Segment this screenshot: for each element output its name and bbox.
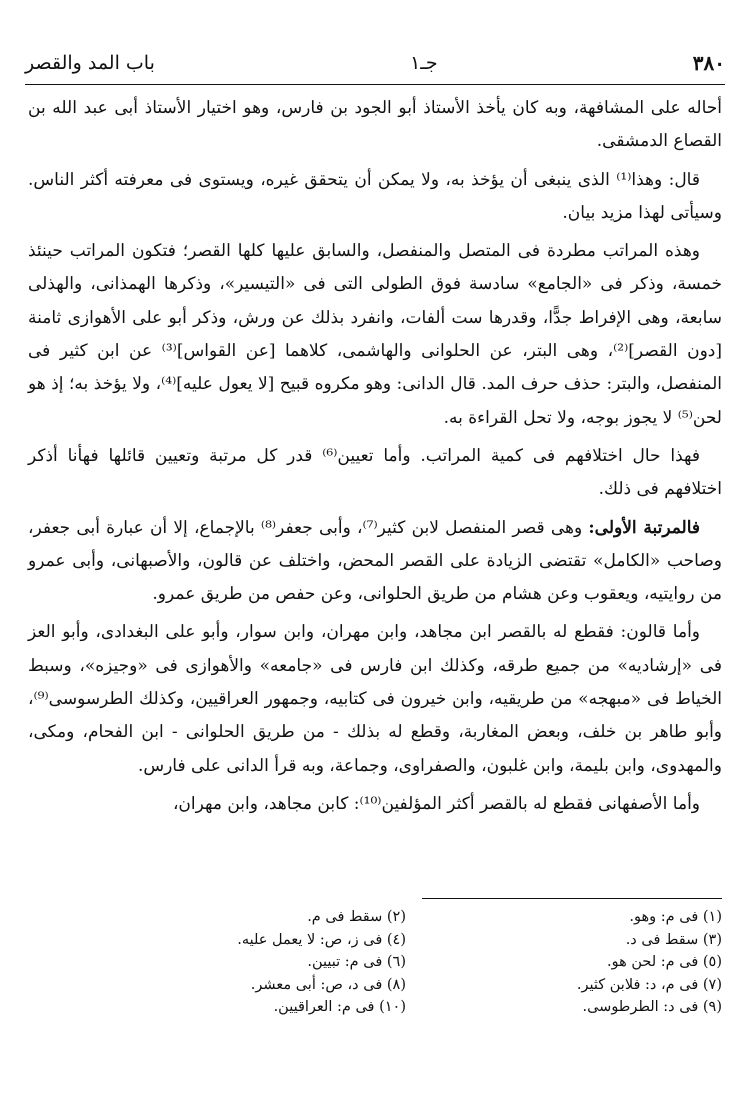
chapter-title: باب المد والقصر xyxy=(25,52,155,74)
footnotes xyxy=(90,906,722,1019)
paragraph xyxy=(28,512,722,612)
main-text xyxy=(28,92,722,826)
footnote: (١) فى م: وهو. xyxy=(629,909,722,925)
footnote: (٨) فى د، ص: أبى معشر. xyxy=(250,976,406,993)
section-heading: فالمرتبة الأولى: xyxy=(588,517,701,538)
footnote: (١٠) فى م: العراقيين. xyxy=(273,999,406,1015)
footnote: (٤) فى ز، ص: لا يعمل عليه. xyxy=(237,931,406,948)
page-header xyxy=(25,44,725,82)
paragraph: أحاله على المشافهة، وبه كان يأخذ الأستاذ أبو الجود بن فارس، وهو اختيار الأستاذ أبى عبد الله بن القصاع الدمشقى. xyxy=(28,98,722,152)
footnote: (٥) فى م: لحن هو. xyxy=(606,954,722,970)
paragraph-text: وهى قصر المنفصل لابن كثير⁽⁷⁾، وأبى جعفر⁽⁸⁾ بالإجماع، إلا أن عبارة أبى جعفر، وصاحب «الكامل» تقتضى الزيادة على القصر المحض، واختلف عن قالون، والأصبهانى، وأبى عمرو من روايتيه، ويعقوب وعن هشام من طريق الحلوانى، وعن حفص من طريق عمرو. xyxy=(28,517,722,605)
footnote: (٣) سقط فى د. xyxy=(625,931,722,948)
footnote: (٧) فى م، د: فلابن كثير. xyxy=(576,976,722,993)
page-number: ٣٨٠ xyxy=(692,51,725,75)
paragraph: وهذه المراتب مطردة فى المتصل والمنفصل، والسابق عليها كلها القصر؛ فتكون المراتب حينئذ خمسة، وذكر فى «الجامع» سادسة فوق الطولى التى فى «التيسير»، وذكرها الهمذانى، والهذلى سابعة، وهى الإفراط جدًّا، وقدرها ست ألفات، وانفرد بذلك عن ورش، وذكر أبو على الأهوازى ثامنة [دون القصر]⁽²⁾، وهى البتر، عن الحلوانى والهاشمى، كلاهما [عن القواس]⁽³⁾ عن ابن كثير فى المنفصل، والبتر: حذف حرف المد. قال الدانى: وهو مكروه قبيح [لا يعول عليه]⁽⁴⁾، ولا يؤخذ به؛ إذ هو لحن⁽⁵⁾ لا يجوز بوجه، ولا تحل القراءة به. xyxy=(28,241,723,428)
footnote: (٩) فى د: الطرطوسى. xyxy=(582,999,722,1015)
paragraph: وأما الأصفهانى فقطع له بالقصر أكثر المؤلفين⁽¹⁰⁾: كابن مجاهد، وابن مهران، xyxy=(172,793,700,814)
paragraph: وأما قالون: فقطع له بالقصر ابن مجاهد، وابن مهران، وابن سوار، وأبو على البغدادى، وأبو العز فى «إرشاديه» من جميع طرقه، وكذلك ابن فارس فى «جامعه» والأهوازى فى «وجيزه»، وسبط الخياط فى «مبهجه» من طريقيه، وابن خيرون فى كتابيه، وجمهور العراقيين، وكذلك الطرسوسى⁽⁹⁾، وأبو طاهر بن خلف، وبعض المغاربة، وقطع له بذلك - من طريق الحلوانى - ابن الفحام، ومكى، والمهدوى، وابن بليمة، وابن غلبون، والصفراوى، وجماعة، وبه قرأ الدانى على فارس. xyxy=(28,622,722,776)
volume-label: جـ١ xyxy=(410,52,438,74)
header-divider xyxy=(25,84,725,85)
footnote: (٢) سقط فى م. xyxy=(307,909,406,925)
paragraph: فهذا حال اختلافهم فى كمية المراتب. وأما تعيين⁽⁶⁾ قدر كل مرتبة وتعيين قائلها فهأنا أذكر اختلافهم فى ذلك. xyxy=(28,445,722,500)
footnote-divider xyxy=(422,898,722,899)
paragraph: قال: وهذا⁽¹⁾ الذى ينبغى أن يؤخذ به، ولا يمكن أن يتحقق غيره، ويستوى فى معرفته أكثر الناس. وسيأتى لهذا مزيد بيان. xyxy=(28,169,722,223)
footnote: (٦) فى م: تبيين. xyxy=(307,954,406,970)
